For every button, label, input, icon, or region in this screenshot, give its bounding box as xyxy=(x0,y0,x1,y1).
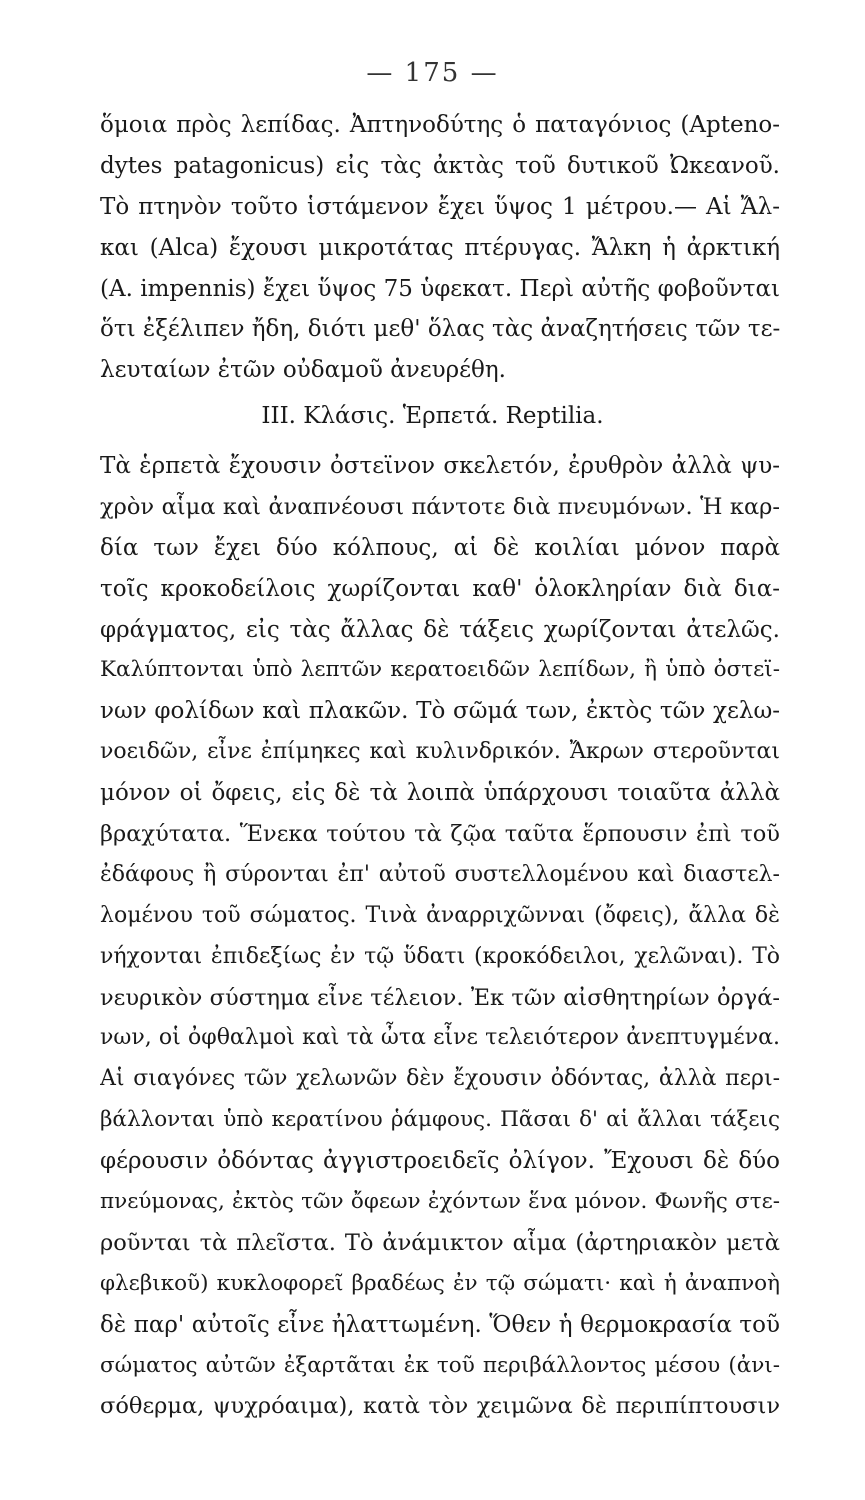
text-line: λομένου τοῦ σώματος. Τινὰ ἀναρριχῶνναι (ὄφεις), ἄλλα δὲ xyxy=(100,902,780,928)
text-line: βάλλονται ὑπὸ κερατίνου ῥάμφους. Πᾶσαι δ' αἱ ἄλλαι τάξεις xyxy=(100,1107,780,1133)
paragraph-birds-end xyxy=(100,105,780,391)
text-line: φλεβικοῦ) κυκλοφορεῖ βραδέως ἐν τῷ σώματι· καὶ ἡ ἀναπνοὴ xyxy=(100,1270,780,1296)
text-line: και (Alca) ἔχουσι μικροτάτας πτέρυγας. Ἄλκη ἡ ἀρκτική xyxy=(100,234,780,261)
text-line: σόθερμα, ψυχρόαιμα), κατὰ τὸν χειμῶνα δὲ περιπίπτουσιν xyxy=(100,1393,780,1420)
text-line: νων φολίδων καὶ πλακῶν. Τὸ σῶμά των, ἐκτὸς τῶν χελω- xyxy=(100,698,780,725)
text-line: ὅμοια πρὸς λεπίδας. Ἀπτηνοδύτης ὁ παταγόνιος (Apteno- xyxy=(100,112,780,138)
text-line: μόνον οἱ ὄφεις, εἰς δὲ τὰ λοιπὰ ὑπάρχουσι τοιαῦτα ἀλλὰ xyxy=(100,780,780,807)
text-line: (A. impennis) ἔχει ὕψος 75 ὑφεκατ. Περὶ αὐτῆς φοβοῦνται xyxy=(100,275,780,302)
text-line: δὲ παρ' αὐτοῖς εἶνε ἠλαττωμένη. Ὅθεν ἡ θερμοκρασία τοῦ xyxy=(100,1311,780,1338)
text-line: βραχύτατα. Ἕνεκα τούτου τὰ ζῷα ταῦτα ἕρπουσιν ἐπὶ τοῦ xyxy=(100,821,780,848)
text-line: νων, οἱ ὀφθαλμοὶ καὶ τὰ ὦτα εἶνε τελειότερον ἀνεπτυγμένα. xyxy=(100,1025,780,1051)
text-line: νήχονται ἐπιδεξίως ἐν τῷ ὕδατι (κροκόδειλοι, χελῶναι). Τὸ xyxy=(100,943,780,969)
text-line: Καλύπτονται ὑπὸ λεπτῶν κερατοειδῶν λεπίδων, ἢ ὑπὸ ὀστεϊ- xyxy=(100,657,780,683)
text-line: Τὰ ἑρπετὰ ἔχουσιν ὀστεϊνον σκελετόν, ἐρυθρὸν ἀλλὰ ψυ- xyxy=(100,453,780,479)
page-number: — 175 — xyxy=(366,58,499,88)
text-line: ἐδάφους ἢ σύρονται ἐπ' αὐτοῦ συστελλομένου καὶ διαστελ- xyxy=(100,861,780,887)
text-line: νοειδῶν, εἶνε ἐπίμηκες καὶ κυλινδρικόν. Ἄκρων στεροῦνται xyxy=(100,739,780,765)
text-line: λευταίων ἐτῶν οὐδαμοῦ ἀνευρέθη. xyxy=(100,357,506,384)
text-line: Αἱ σιαγόνες τῶν χελωνῶν δὲν ἔχουσιν ὀδόντας, ἀλλὰ περι- xyxy=(100,1066,780,1092)
text-line: πνεύμονας, ἐκτὸς τῶν ὄφεων ἐχόντων ἕνα μόνον. Φωνῆς στε- xyxy=(100,1189,780,1215)
text-line: χρὸν αἷμα καὶ ἀναπνέουσι πάντοτε διὰ πνευμόνων. Ἡ καρ- xyxy=(100,493,780,520)
text-line: ροῦνται τὰ πλεῖστα. Τὸ ἀνάμικτον αἷμα (ἀρτηριακὸν μετὰ xyxy=(100,1229,780,1256)
text-line: Τὸ πτηνὸν τοῦτο ἱστάμενον ἔχει ὕψος 1 μέτρου.— Αἱ Ἄλ- xyxy=(100,193,780,220)
text-line: φέρουσιν ὀδόντας ἀγγιστροειδεῖς ὀλίγον. Ἔχουσι δὲ δύο xyxy=(100,1148,780,1175)
text-line: dytes patagonicus) εἰς τὰς ἀκτὰς τοῦ δυτικοῦ Ὠκεανοῦ. xyxy=(100,152,780,179)
paragraph-reptiles xyxy=(100,446,780,1427)
section-heading: III. Κλάσις. Ἑρπετά. Reptilia. xyxy=(261,403,604,429)
text-line: δία των ἔχει δύο κόλπους, αἱ δὲ κοιλίαι μόνον παρὰ xyxy=(100,534,780,561)
text-line: φράγματος, εἰς τὰς ἄλλας δὲ τάξεις χωρίζονται ἀτελῶς. xyxy=(100,616,780,643)
text-line: ὅτι ἐξέλιπεν ἤδη, διότι μεθ' ὅλας τὰς ἀναζητήσεις τῶν τε- xyxy=(100,316,780,343)
text-line: τοῖς κροκοδείλοις χωρίζονται καθ' ὁλοκληρίαν διὰ δια- xyxy=(100,575,780,602)
text-line: νευρικὸν σύστημα εἶνε τέλειον. Ἐκ τῶν αἰσθητηρίων ὀργά- xyxy=(100,984,780,1011)
text-line: σώματος αὐτῶν ἐξαρτᾶται ἐκ τοῦ περιβάλλοντος μέσου (ἀνι- xyxy=(100,1352,780,1378)
